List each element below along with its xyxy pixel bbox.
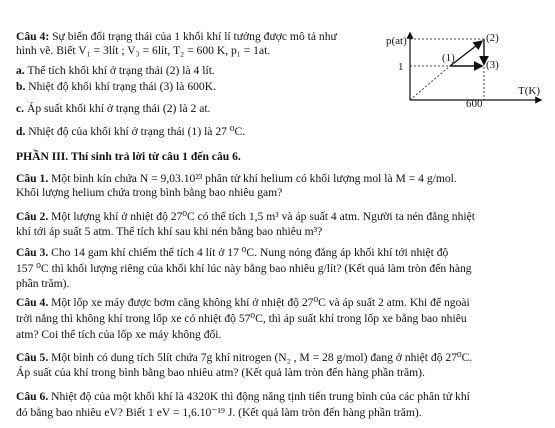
c6-text1: Nhiệt độ của một khối khí là 4320K thì động năng tịnh tiến trung bình của các phân tử khí [51, 390, 470, 403]
y-axis-label: p(at) [386, 35, 407, 47]
state-1-label: (1) [442, 52, 455, 64]
q4-stem-line1 [16, 29, 337, 44]
pt-diagram [386, 30, 546, 108]
y-tick-label: 1 [398, 61, 404, 73]
c3-label: Câu 3. [16, 246, 49, 259]
q4-option-b-label: b. [16, 80, 26, 93]
c3-line1 [16, 245, 448, 260]
c4-text1: Một lốp xe máy được bơm căng không khí ở nhiệt độ 27⁰C và áp suất 2 atm. Khi để ngoài [51, 296, 470, 309]
c3-text1: Cho 14 gam khí chiếm thể tích 4 lít ở 17 ⁰C. Nung nóng đẳng áp khối khí tới nhiệt độ [51, 246, 449, 259]
c6-line1 [16, 389, 470, 404]
q4-stem-line2: hình vẽ. Biết V₁ = 3lít ; V₃ = 6lít, T₂ = 600 K, p₁ = 1at. [16, 44, 271, 57]
c1-text1: Một bình kín chứa N = 9,03.10²³ phân tử khí helium có khối lượng mol là M = 4 g/mol. [51, 172, 457, 185]
c5-line2: Áp suất của khí trong bình bằng bao nhiêu atm? (Kết quả làm tròn đến hàng phần trăm). [16, 366, 425, 379]
c3-line3: phần trăm). [16, 277, 70, 290]
c6-line2: đó bằng bao nhiêu eV? Biết 1 eV = 1,6.10⁻¹⁹ J. (Kết quả làm tròn đến hàng phần trăm). [16, 406, 422, 419]
guide-origin [410, 66, 450, 100]
c4-line2: trời nắng thì không khí trong lốp xe có nhiệt độ 57⁰C, thì áp suất khí trong lốp xe bằng bao nhiêu [16, 312, 467, 325]
c2-line2: khí tới áp suất 5 atm. Thể tích khí sau khi nén bằng bao nhiêu m³? [16, 225, 323, 238]
x-axis-label: T(K) [518, 85, 540, 97]
c2-line1 [16, 209, 475, 224]
q4-option-b [16, 79, 216, 94]
state-2-label: (2) [486, 32, 499, 44]
q4-option-a [16, 63, 215, 78]
q4-label: Câu 4: [16, 30, 50, 43]
q4-option-b-text: Nhiệt độ khối khí trạng thái (3) là 600K. [28, 80, 216, 93]
state-3-label: (3) [486, 59, 499, 71]
q4-option-a-label: a. [16, 64, 25, 77]
q4-option-d [16, 124, 245, 139]
c4-line1 [16, 295, 470, 310]
c4-line3: atm? Coi thể tích của lốp xe máy không đổi. [16, 328, 222, 341]
c5-text1: Một bình có dung tích 5lít chứa 7g khí nitrogen (N₂ , M = 28 g/mol) đang ở nhiệt độ 27⁰C. [51, 351, 473, 364]
c5-label: Câu 5. [16, 351, 49, 364]
q4-option-d-text: Nhiệt độ của khối khí ở trạng thái (1) là 27 ⁰C. [28, 125, 246, 138]
c2-label: Câu 2. [16, 210, 49, 223]
c2-text1: Một lượng khí ở nhiệt độ 27⁰C có thể tích 1,5 m³ và áp suất 4 atm. Người ta nén đẳng nhiệt [51, 210, 475, 223]
q4-option-a-text: Thể tích khối khí ở trạng thái (2) là 4 lít. [27, 64, 215, 77]
x-tick-label: 600 [466, 98, 483, 108]
q4-option-c [16, 101, 211, 116]
section3-title: PHẦN III. Thí sinh trả lời từ câu 1 đến câu 6. [16, 150, 241, 163]
c1-label: Câu 1. [16, 172, 49, 185]
c3-line2: 157 ⁰C thì khối lượng riêng của khối khí lúc này bằng bao nhiêu g/lít? (Kết quả làm tròn đến hàng [16, 262, 472, 275]
c1-line1 [16, 171, 457, 186]
q4-option-c-text: Áp suất khối khí ở trạng thái (2) là 2 at. [26, 102, 211, 115]
q4-option-c-label: c. [16, 102, 25, 115]
c4-label: Câu 4. [16, 296, 49, 309]
q4-option-d-label: d. [16, 125, 26, 138]
c6-label: Câu 6. [16, 390, 49, 403]
c1-line2: Khối lượng helium chứa trong bình bằng bao nhiêu gam? [16, 186, 283, 199]
c5-line1 [16, 350, 472, 365]
q4-stem-text1: Sự biến đổi trạng thái của 1 khối khí lí tưởng được mô tả như [52, 30, 337, 43]
